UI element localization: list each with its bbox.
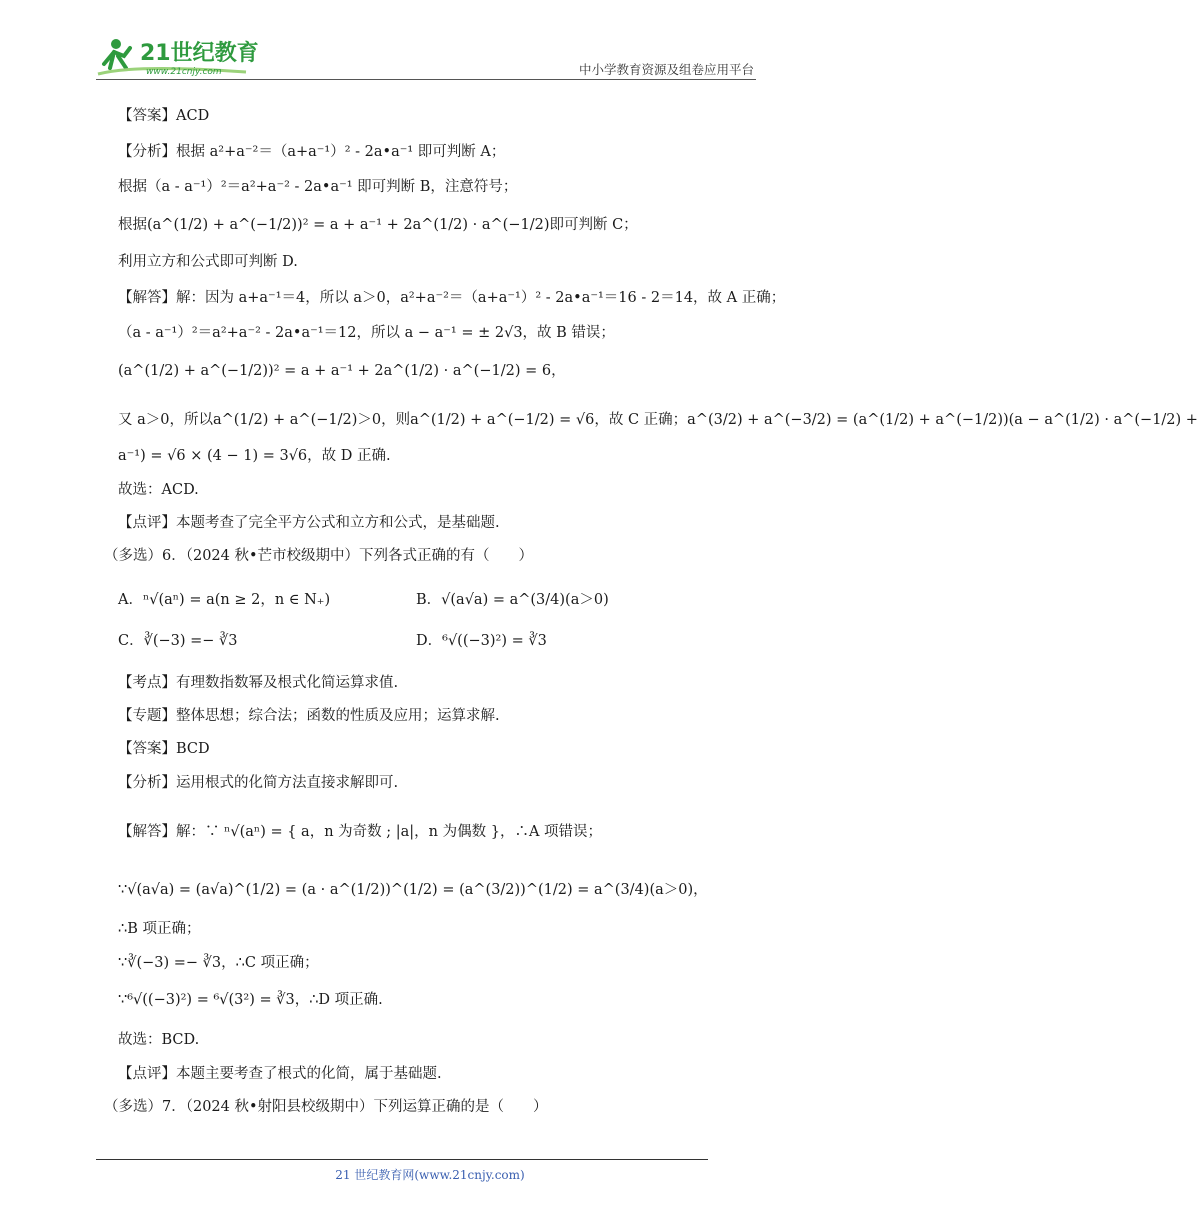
text-line: 【答案】ACD xyxy=(118,108,210,124)
question-stem: （多选）7．（2024 秋•射阳县校级期中）下列运算正确的是（ ） xyxy=(104,1099,548,1115)
header-divider xyxy=(96,79,756,80)
text-line: 【解答】解：因为 a+a⁻¹＝4，所以 a＞0，a²+a⁻²＝（a+a⁻¹）² - 2a•a⁻¹＝16 - 2＝14，故 A 正确； xyxy=(118,290,786,306)
text-line: 故选：BCD. xyxy=(118,1032,200,1048)
site-logo xyxy=(96,34,259,80)
answer-option: C．∛(−3) =− ∛3 xyxy=(118,633,238,649)
text-line: ∵⁶√((−3)²) = ⁶√(3²) = ∛3，∴D 项正确. xyxy=(118,992,383,1008)
text-line: (a^(1/2) + a^(−1/2))² = a + a⁻¹ + 2a^(1/2) · a^(−1/2) = 6， xyxy=(118,363,566,379)
logo-url: www.21cnjy.com xyxy=(146,67,222,77)
text-line: ∵√(a√a) = (a√a)^(1/2) = (a · a^(1/2))^(1/2) = (a^(3/2))^(1/2) = a^(3/4)(a＞0)， xyxy=(118,882,708,898)
text-line: （a - a⁻¹）²＝a²+a⁻² - 2a•a⁻¹＝12，所以 a − a⁻¹ = ± 2√3，故 B 错误； xyxy=(118,325,615,341)
answer-option: A．ⁿ√(aⁿ) = a(n ≥ 2，n ∈ N₊) xyxy=(118,592,331,608)
text-line: 根据（a - a⁻¹）²＝a²+a⁻² - 2a•a⁻¹ 即可判断 B，注意符号； xyxy=(118,179,518,195)
header-title: 中小学教育资源及组卷应用平台 xyxy=(578,62,754,77)
text-line: 【解答】解：∵ ⁿ√(aⁿ) = { a，n 为奇数 ; |a|，n 为偶数 }，∴A 项错误； xyxy=(118,824,603,840)
text-line: a⁻¹) = √6 × (4 − 1) = 3√6，故 D 正确. xyxy=(118,448,391,464)
footer-divider xyxy=(96,1159,708,1160)
text-line: 故选：ACD. xyxy=(118,482,199,498)
answer-option: D．⁶√((−3)²) = ∛3 xyxy=(416,633,547,649)
text-line: 【答案】BCD xyxy=(118,741,210,757)
text-line: 又 a＞0，所以a^(1/2) + a^(−1/2)＞0，则a^(1/2) + a^(−1/2) = √6，故 C 正确；a^(3/2) + a^(−3/2) = (a^(1/2) + a^(−1/2))(a − a^(1/2) · a^(−1/2) + xyxy=(118,412,1198,428)
text-line: ∴B 项正确； xyxy=(118,921,201,937)
text-line: 【分析】根据 a²+a⁻²＝（a+a⁻¹）² - 2a•a⁻¹ 即可判断 A； xyxy=(118,144,506,160)
logo-text: 21世纪教育 xyxy=(140,41,259,66)
question-stem: （多选）6．（2024 秋•芒市校级期中）下列各式正确的有（ ） xyxy=(104,548,534,564)
footer-text: 21 世纪教育网(www.21cnjy.com) xyxy=(335,1168,525,1182)
answer-option: B．√(a√a) = a^(3/4)(a＞0) xyxy=(416,592,609,608)
text-line: 【点评】本题考查了完全平方公式和立方和公式，是基础题. xyxy=(118,515,500,531)
text-line: 【分析】运用根式的化简方法直接求解即可. xyxy=(118,775,399,791)
text-line: 根据(a^(1/2) + a^(−1/2))² = a + a⁻¹ + 2a^(1/2) · a^(−1/2)即可判断 C； xyxy=(118,217,638,233)
text-line: 【考点】有理数指数幂及根式化简运算求值. xyxy=(118,675,399,691)
text-line: 利用立方和公式即可判断 D. xyxy=(118,254,298,270)
text-line: 【专题】整体思想；综合法；函数的性质及应用；运算求解. xyxy=(118,708,500,724)
text-line: 【点评】本题主要考查了根式的化简，属于基础题. xyxy=(118,1066,442,1082)
text-line: ∵∛(−3) =− ∛3，∴C 项正确； xyxy=(118,955,319,971)
